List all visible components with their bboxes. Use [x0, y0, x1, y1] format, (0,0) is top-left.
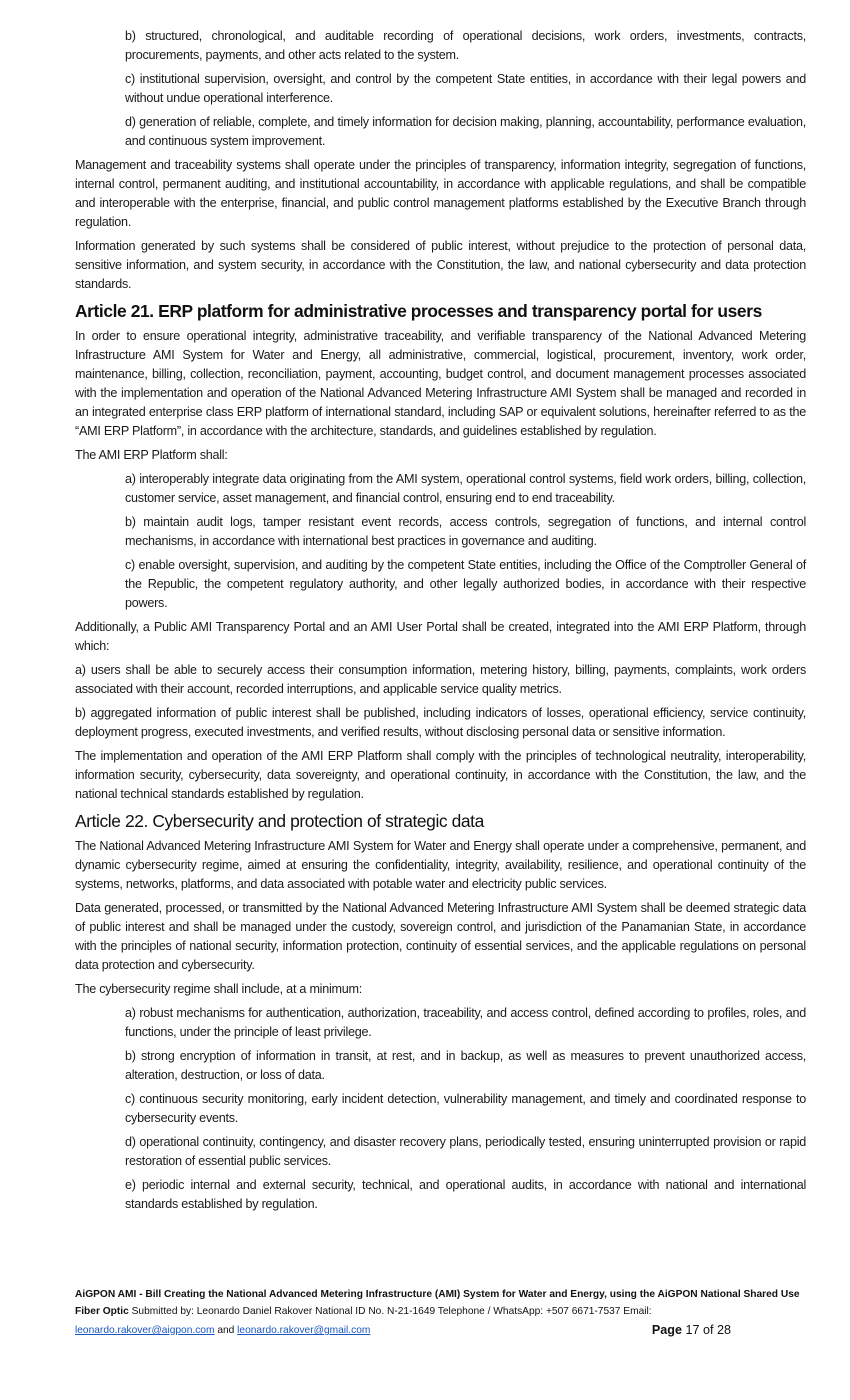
list-item: b) maintain audit logs, tamper resistant event records, access controls, segregation of functions, and internal control mechanisms, in accordance with international best practices in governance and auditing.: [125, 515, 806, 548]
list-item: b) aggregated information of public interest shall be published, including indicators of losses, operational efficiency, service continuity, deployment progress, executed investments, and verified results, without disclosing personal data or sensitive information.: [75, 706, 806, 739]
list-item: b) strong encryption of information in transit, at rest, and in backup, as well as measures to prevent unauthorized access, alteration, destruction, or loss of data.: [125, 1049, 806, 1082]
footer-emails: [75, 1322, 370, 1339]
email-link-gmail[interactable]: leonardo.rakover@gmail.com: [237, 1325, 371, 1336]
footer-submitted-by: Submitted by: Leonardo Daniel Rakover National ID No. N-21-1649 Telephone / WhatsApp: +507 6671-7537 Email:: [131, 1306, 652, 1317]
paragraph: In order to ensure operational integrity, administrative traceability, and verifiable transparency of the National Advanced Metering Infrastructure AMI System for Water and Energy, all administrative, commercial, logistical, procurement, inventory, work order, maintenance, billing, collection, reconciliation, payment, accounting, budget control, and document management processes associated with the implementation and operation of the National Advanced Metering Infrastructure AMI System shall be managed and recorded in an integrated enterprise class ERP platform of international standard, including SAP or equivalent solutions, hereinafter referred to as the “AMI ERP Platform”, in accordance with the architecture, standards, and guidelines established by regulation.: [75, 329, 806, 438]
list-item: a) robust mechanisms for authentication, authorization, traceability, and access control, defined according to profiles, roles, and functions, under the principle of least privilege.: [125, 1006, 806, 1039]
list-item: c) enable oversight, supervision, and auditing by the competent State entities, including the Office of the Comptroller General of the Republic, the competent regulatory authority, and other legally authorized bodies, in accordance with their respective powers.: [125, 558, 806, 610]
footer-and: and: [217, 1325, 235, 1336]
footer-bill-title: AiGPON AMI - Bill Creating the National Advanced Metering Infrastructure (AMI) System for Water and Energy, using the AiGPON National Shared Use Fiber Optic: [75, 1289, 800, 1317]
list-item: b) structured, chronological, and auditable recording of operational decisions, work orders, investments, contracts, procurements, payments, and other acts related to the system.: [125, 29, 806, 62]
list-item: d) operational continuity, contingency, and disaster recovery plans, periodically tested, ensuring uninterrupted provision or rapid restoration of essential public services.: [125, 1135, 806, 1168]
page-number: Page 17 of 28: [651, 1323, 731, 1337]
list-item: c) continuous security monitoring, early incident detection, vulnerability management, and timely and coordinated response to cybersecurity events.: [125, 1092, 806, 1125]
paragraph: Management and traceability systems shall operate under the principles of transparency, information integrity, segregation of functions, internal control, permanent auditing, and institutional accountability, in accordance with applicable regulations, and shall be compatible and interoperable with the enterprise, financial, and public control management platforms established by the Executive Branch through regulation.: [75, 158, 806, 229]
page-body: [75, 27, 806, 1219]
article-21-heading: Article 21. ERP platform for administrative processes and transparency portal for users: [75, 301, 762, 321]
footer-contact-row: [75, 1322, 806, 1339]
page-footer: [75, 1286, 806, 1339]
paragraph: Information generated by such systems shall be considered of public interest, without prejudice to the protection of personal data, sensitive information, and system security, in accordance with the Constitution, the law, and national cybersecurity and data protection standards.: [75, 239, 806, 291]
list-item: e) periodic internal and external security, technical, and operational audits, in accordance with national and international standards established by regulation.: [125, 1178, 806, 1211]
paragraph: Data generated, processed, or transmitted by the National Advanced Metering Infrastructure AMI System shall be deemed strategic data of public interest and shall be managed under the custody, sovereign control, and jurisdiction of the Panamanian State, in accordance with the principles of national security, information protection, continuity of essential services, and the applicable regulations on personal data protection and cybersecurity.: [75, 901, 806, 972]
paragraph: Additionally, a Public AMI Transparency Portal and an AMI User Portal shall be created, integrated into the AMI ERP Platform, through which:: [75, 620, 806, 653]
footer-title-block: [75, 1286, 806, 1320]
email-link-aigpon[interactable]: leonardo.rakover@aigpon.com: [75, 1325, 215, 1336]
list-item: c) institutional supervision, oversight, and control by the competent State entities, in accordance with their legal powers and without undue operational interference.: [125, 72, 806, 105]
list-lead: The AMI ERP Platform shall:: [75, 448, 228, 462]
article-22-heading: Article 22. Cybersecurity and protection of strategic data: [75, 811, 484, 831]
paragraph: The implementation and operation of the AMI ERP Platform shall comply with the principles of technological neutrality, interoperability, information security, cybersecurity, data sovereignty, and operational continuity, in accordance with the Constitution, the law, and the national technical standards established by regulation.: [75, 749, 806, 801]
list-lead: The cybersecurity regime shall include, at a minimum:: [75, 982, 363, 996]
paragraph: The National Advanced Metering Infrastructure AMI System for Water and Energy shall operate under a comprehensive, permanent, and dynamic cybersecurity regime, aimed at ensuring the confidentiality, integrity, availability, resilience, and operational continuity of the systems, networks, platforms, and data associated with potable water and electricity public services.: [75, 839, 806, 891]
list-item: d) generation of reliable, complete, and timely information for decision making, planning, accountability, performance evaluation, and continuous system improvement.: [125, 115, 806, 148]
list-item: a) interoperably integrate data originating from the AMI system, operational control systems, field work orders, billing, collection, customer service, asset management, and financial control, ensuring end to end traceability.: [125, 472, 806, 505]
list-item: a) users shall be able to securely access their consumption information, metering history, billing, payments, complaints, work orders associated with their account, recorded interruptions, and applicable service quality metrics.: [75, 663, 806, 696]
